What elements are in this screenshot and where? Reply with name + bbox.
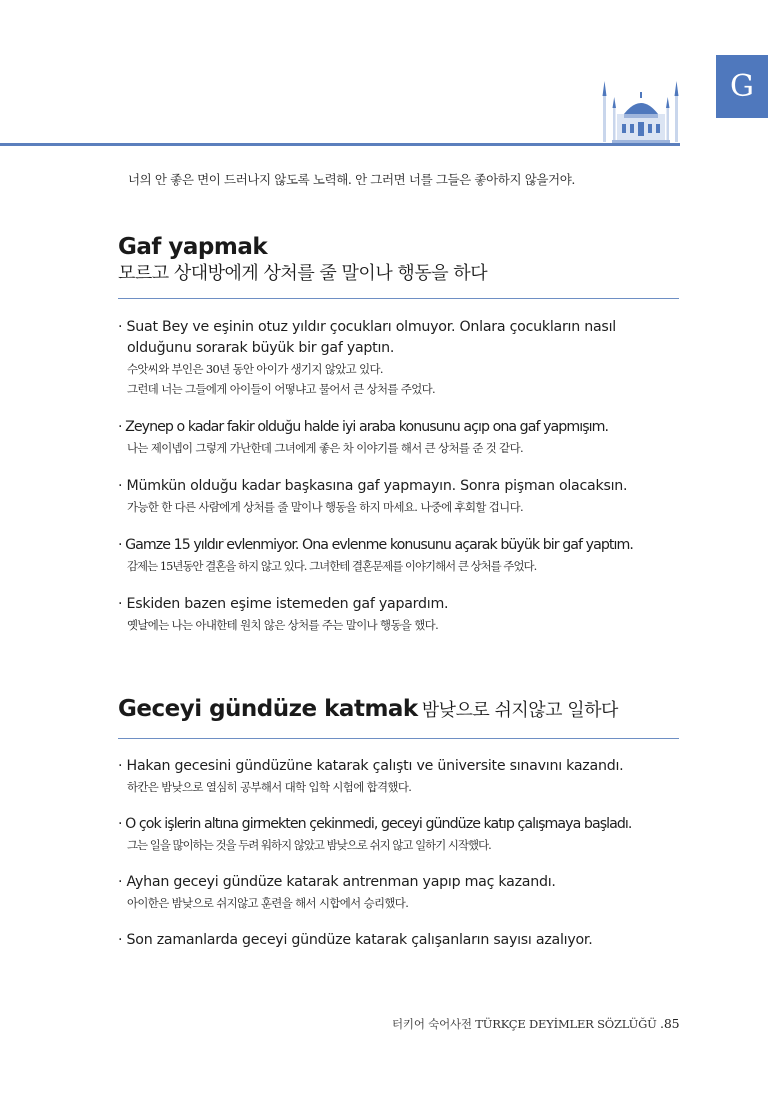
page-number-value: 85	[663, 1016, 680, 1031]
example-turkish: · Ayhan geceyi gündüze katarak antrenman yapıp maç kazandı.	[118, 874, 556, 890]
example-item	[118, 756, 679, 797]
example-item	[118, 814, 679, 855]
example-item	[118, 317, 679, 399]
example-item	[118, 476, 679, 517]
example-turkish: · Eskiden bazen eşime istemeden gaf yapardım.	[118, 596, 449, 612]
example-item	[118, 872, 679, 913]
example-korean: 감제는 15년동안 결혼을 하지 않고 있다. 그녀한테 결혼문제를 이야기해서 큰 상처를 주었다.	[127, 559, 537, 573]
section-divider	[118, 738, 679, 739]
example-korean: 옛날에는 나는 아내한테 원치 않은 상처를 주는 말이나 행동을 했다.	[127, 618, 439, 632]
example-turkish: · O çok işlerin altına girmekten çekinmedi, geceyi gündüze katıp çalışmaya başladı.	[118, 816, 632, 832]
example-korean: 그런데 너는 그들에게 아이들이 어떻냐고 물어서 큰 상처를 주었다.	[127, 382, 436, 396]
example-item	[118, 417, 679, 458]
example-item	[118, 535, 679, 576]
example-turkish: · Suat Bey ve eşinin otuz yıldır çocukları olmuyor. Onlara çocukların nasıl olduğunu sorarak büyük bir gaf yaptın.	[118, 319, 616, 356]
example-korean: 수앗씨와 부인은 30년 동안 아이가 생기지 않았고 있다.	[127, 362, 383, 376]
example-turkish: · Gamze 15 yıldır evlenmiyor. Ona evlenme konusunu açarak büyük bir gaf yaptım.	[118, 537, 633, 553]
example-korean: 아이한은 밤낮으로 쉬지않고 훈련을 해서 시합에서 승리했다.	[127, 896, 409, 910]
idiom-title-text: Geceyi gündüze katmak	[118, 696, 418, 722]
intro-sentence: 너의 안 좋은 면이 드러나지 않도록 노력해. 안 그러면 너를 그들은 좋아하지 않을거야.	[128, 172, 575, 187]
mosque-icon	[600, 78, 682, 145]
header-rule	[0, 143, 680, 146]
example-turkish: · Mümkün olduğu kadar başkasına gaf yapmayın. Sonra pişman olacaksın.	[118, 478, 628, 494]
example-turkish: · Son zamanlarda geceyi gündüze katarak çalışanların sayısı azalıyor.	[118, 932, 593, 948]
idiom-meaning: 밤낮으로 쉬지않고 일하다	[421, 700, 618, 721]
footer-book-title: 터키어 숙어사전 TÜRKÇE DEYİMLER SÖZLÜĞÜ	[392, 1017, 657, 1031]
letter-tab	[716, 55, 768, 118]
letter-tab-text: G	[730, 69, 754, 104]
example-korean: 나는 제이넵이 그렇게 가난한데 그녀에게 좋은 차 이야기를 해서 큰 상처를 준 것 같다.	[127, 441, 524, 455]
idiom-meaning: 모르고 상대방에게 상처를 줄 말이나 행동을 하다	[118, 263, 488, 284]
page-footer	[392, 1016, 679, 1032]
example-turkish: · Hakan gecesini gündüzüne katarak çalıştı ve üniversite sınavını kazandı.	[118, 758, 624, 774]
idiom-section-gaf-yapmak	[118, 232, 679, 635]
example-korean: 하칸은 밤낮으로 열심히 공부해서 대학 입학 시험에 합격했다.	[127, 780, 412, 794]
idiom-section-geceyi-gunduze-katmak	[118, 694, 679, 951]
example-item	[118, 930, 679, 951]
page-number: .85	[660, 1016, 680, 1031]
example-turkish: · Zeynep o kadar fakir olduğu halde iyi araba konusunu açıp ona gaf yapmışım.	[118, 419, 609, 435]
section-divider	[118, 298, 679, 299]
example-item	[118, 594, 679, 635]
idiom-title	[118, 694, 679, 726]
example-korean: 가능한 한 다른 사람에게 상처를 줄 말이나 행동을 하지 마세요. 나중에 후회할 겁니다.	[127, 500, 524, 514]
example-korean: 그는 일을 많이하는 것을 두려 워하지 않았고 밤낮으로 쉬지 않고 일하기 시작했다.	[127, 838, 491, 852]
idiom-title: Gaf yapmak	[118, 234, 268, 260]
